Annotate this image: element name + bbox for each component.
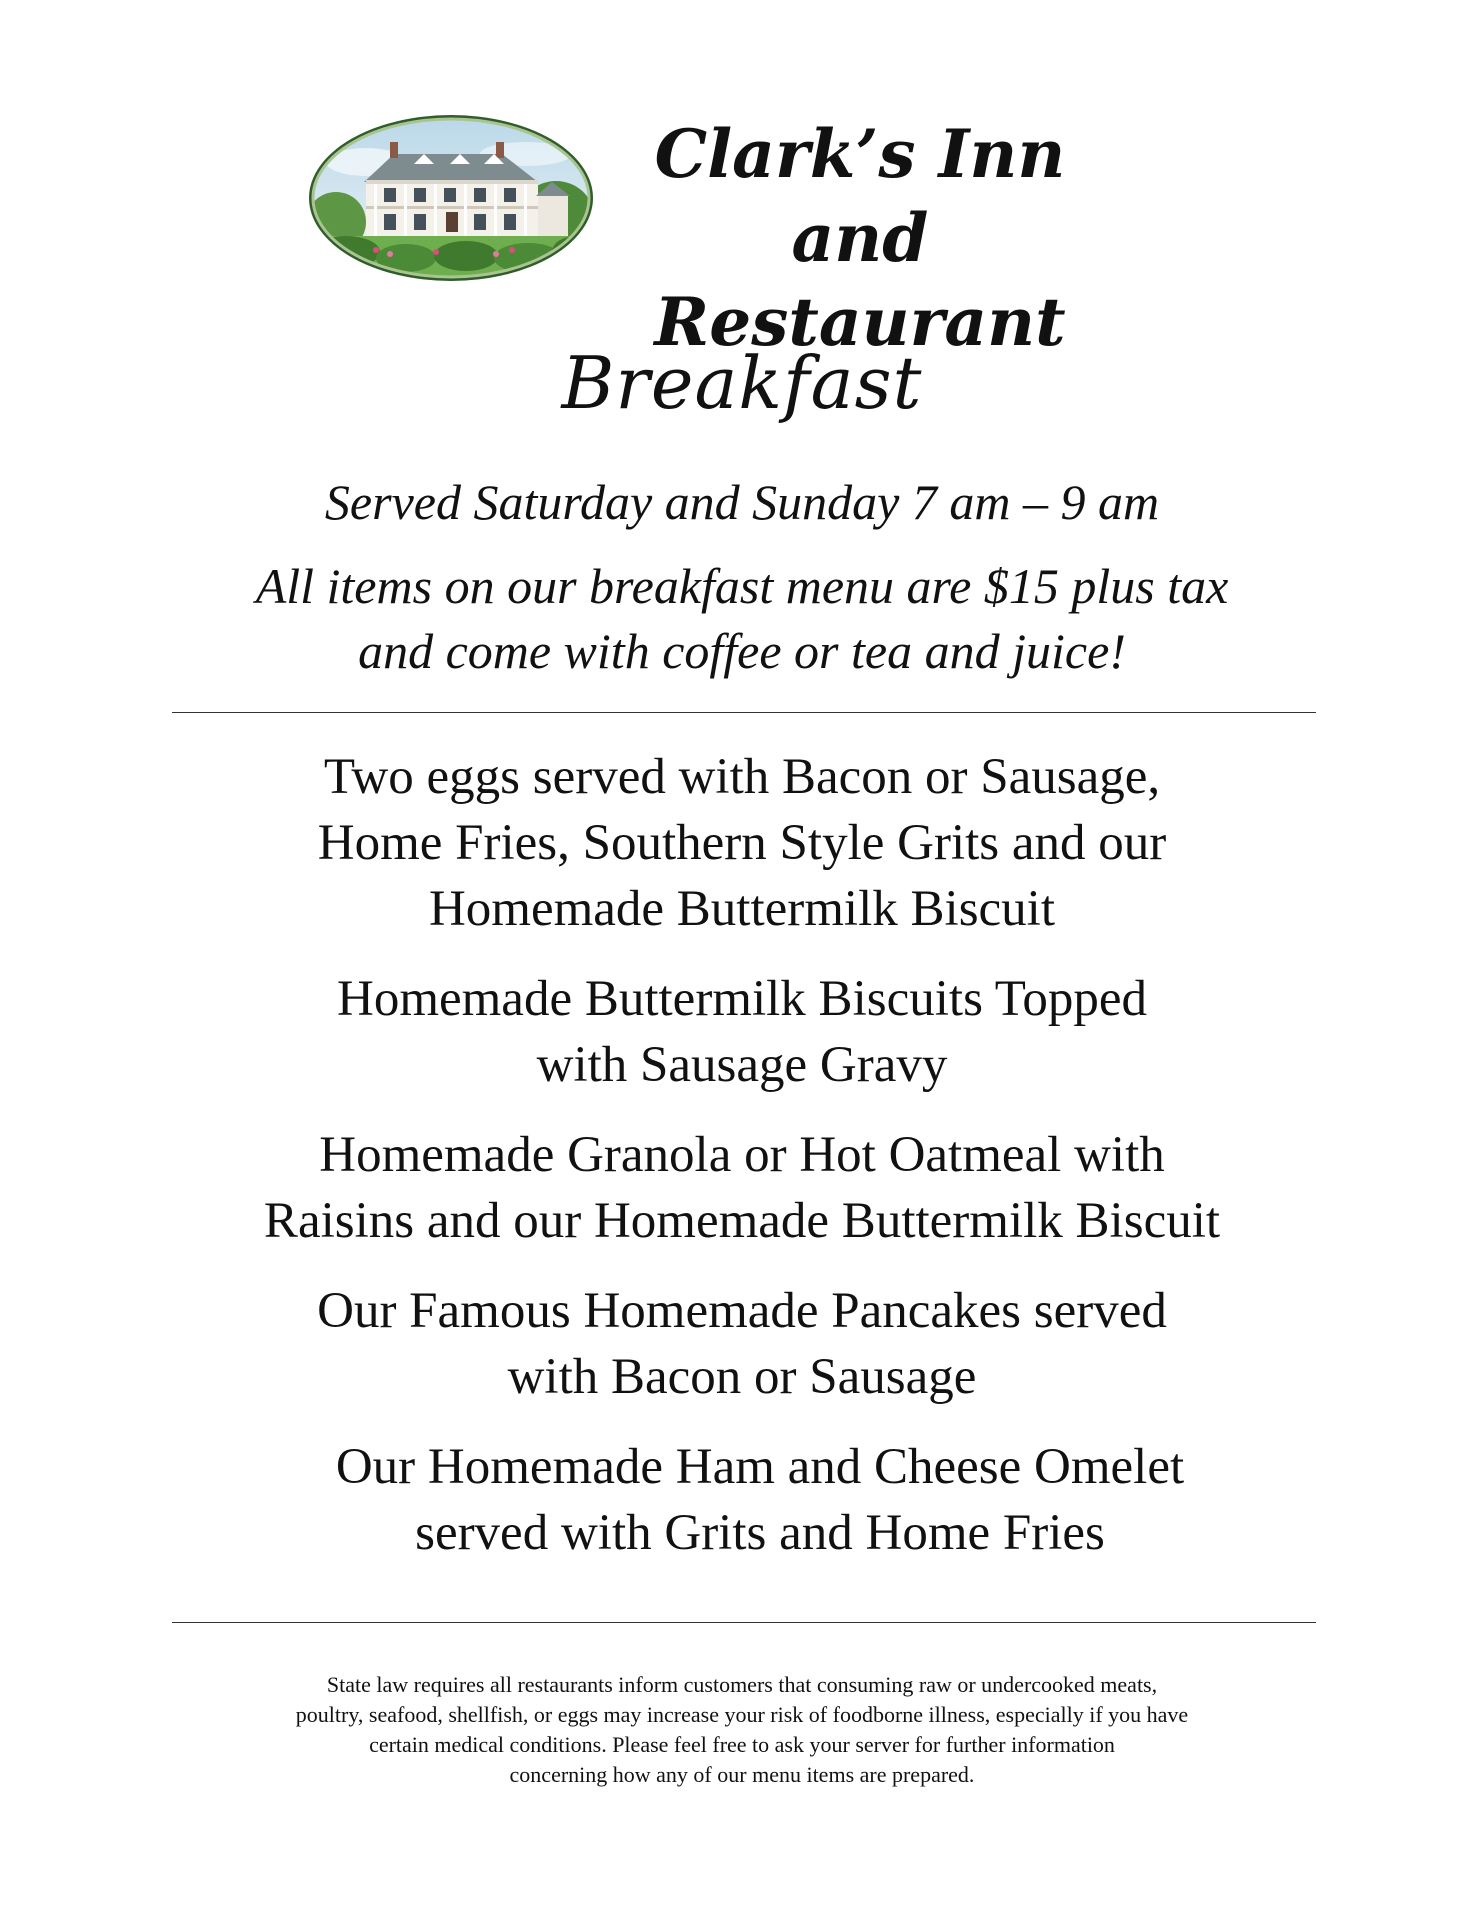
menu-item-line: Our Famous Homemade Pancakes served <box>317 1283 1167 1339</box>
menu-item <box>0 1278 1484 1410</box>
menu-item-line: served with Grits and Home Fries <box>415 1505 1105 1561</box>
restaurant-name-line-2: Restaurant <box>654 283 1066 361</box>
menu-item <box>18 1434 1484 1566</box>
disclaimer-line: poultry, seafood, shellfish, or eggs may increase your risk of foodborne illness, especially if you have <box>295 1702 1189 1727</box>
menu-item-line: Home Fries, Southern Style Grits and our <box>317 815 1167 871</box>
menu-item-line: Raisins and our Homemade Buttermilk Biscuit <box>263 1193 1221 1249</box>
menu-item-line: with Bacon or Sausage <box>507 1349 977 1405</box>
menu-item-line: Homemade Buttermilk Biscuits Topped <box>337 971 1147 1027</box>
price-note-line-1: All items on our breakfast menu are $15 plus tax <box>255 558 1229 614</box>
top-divider <box>172 712 1316 713</box>
menu-item-line: Homemade Buttermilk Biscuit <box>428 881 1056 937</box>
price-note <box>0 554 1484 684</box>
menu-item <box>0 1122 1484 1254</box>
menu-item-line: Homemade Granola or Hot Oatmeal with <box>319 1127 1165 1183</box>
menu-item <box>0 966 1484 1098</box>
disclaimer-line: State law requires all restaurants inform customers that consuming raw or undercooked meats, <box>326 1672 1158 1697</box>
disclaimer-line: certain medical conditions. Please feel free to ask your server for further information <box>369 1732 1115 1757</box>
menu-item <box>0 744 1484 942</box>
restaurant-name-line-1: Clark’s Inn and <box>654 115 1066 277</box>
menu-item-line: Two eggs served with Bacon or Sausage, <box>323 749 1161 805</box>
menu-heading: Breakfast <box>561 341 923 425</box>
inn-logo-illustration <box>306 112 596 284</box>
menu-item-line: Our Homemade Ham and Cheese Omelet <box>335 1439 1185 1495</box>
bottom-divider <box>172 1622 1316 1623</box>
price-note-line-2: and come with coffee or tea and juice! <box>358 623 1126 679</box>
disclaimer-line: concerning how any of our menu items are prepared. <box>509 1762 975 1787</box>
restaurant-name <box>600 112 1120 364</box>
food-safety-disclaimer <box>0 1670 1484 1790</box>
menu-item-line: with Sausage Gravy <box>536 1037 948 1093</box>
serving-hours: Served Saturday and Sunday 7 am – 9 am <box>324 474 1160 530</box>
